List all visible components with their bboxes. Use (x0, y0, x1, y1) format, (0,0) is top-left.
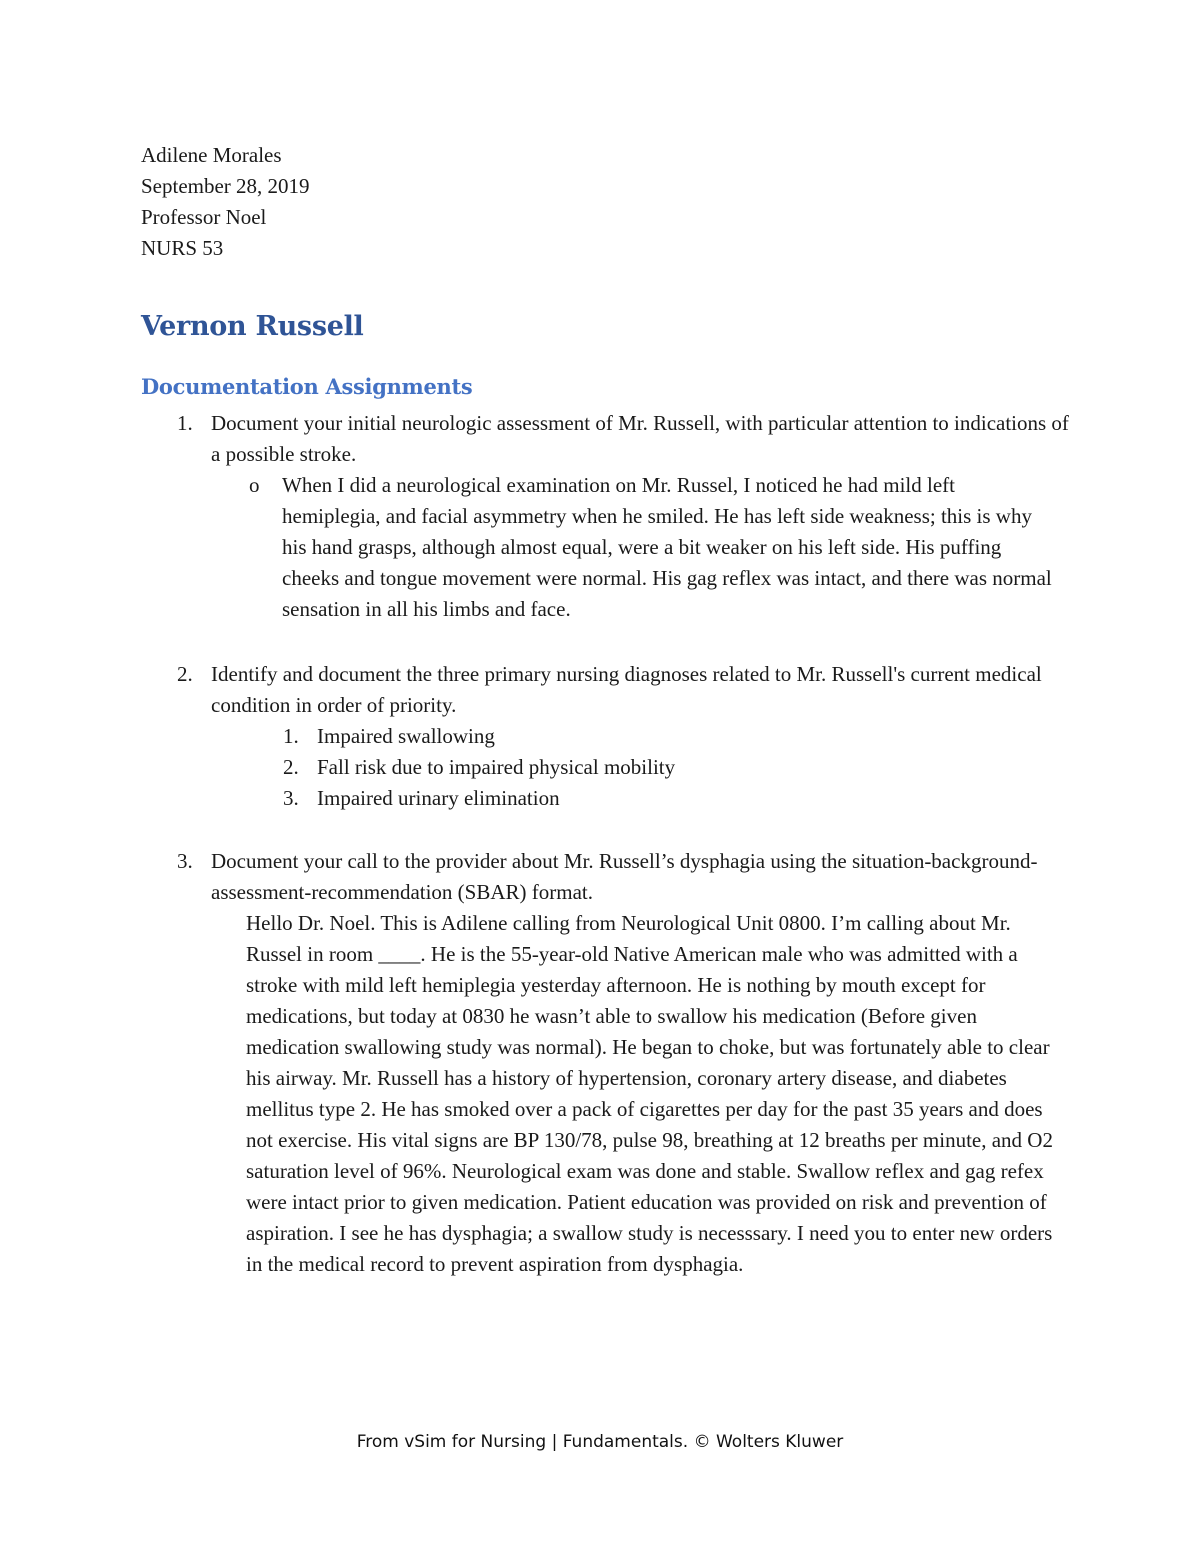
item-number: 1. (177, 411, 193, 435)
assignment-item-1 (141, 408, 1071, 625)
item-prompt: Document your call to the provider about Mr. Russell’s dysphagia using the situation-background-assessment-recommendation (SBAR) format. (211, 849, 1038, 904)
diagnosis-item (141, 752, 1071, 783)
diagnosis-text: Impaired swallowing (317, 724, 495, 748)
item-number: 2. (177, 662, 193, 686)
course-code: NURS 53 (141, 236, 224, 260)
sbar-answer: Hello Dr. Noel. This is Adilene calling from Neurological Unit 0800. I’m calling about Mr. Russel in room ____. He is the 55-year-old Native American male who was admitted with a stroke with mild left hemiplegia yesterday afternoon. He is nothing by mouth except for medications, but today at 0830 he wasn’t able to swallow his medication (Before given medication swallowing study was normal). He began to choke, but was fortunately able to clear his airway. Mr. Russell has a history of hypertension, coronary artery disease, and diabetes mellitus type 2. He has smoked over a pack of cigarettes per day for the past 35 years and does not exercise. His vital signs are BP 130/78, pulse 98, breathing at 12 breaths per minute, and O2 saturation level of 96%. Neurological exam was done and stable. Swallow reflex and gag refex were intact prior to given medication. Patient education was provided on risk and prevention of aspiration. I see he has dysphagia; a swallow study is necesssary. I need you to enter new orders in the medical record to prevent aspiration from dysphagia. (246, 911, 1053, 1276)
item-prompt: Document your initial neurologic assessment of Mr. Russell, with particular attention to indications of a possible stroke. (211, 411, 1069, 466)
assignment-date: September 28, 2019 (141, 174, 310, 198)
assessment-text: When I did a neurological examination on Mr. Russel, I noticed he had mild left hemiplegia, and facial asymmetry when he smiled. He has left side weakness; this is why his hand grasps, although almost equal, were a bit weaker on his left side. His puffing cheeks and tongue movement were normal. His gag reflex was intact, and there was normal sensation in all his limbs and face. (282, 473, 1052, 621)
diagnosis-number: 2. (283, 755, 299, 779)
section-heading: Documentation Assignments (141, 374, 473, 399)
page-footer: From vSim for Nursing | Fundamentals. © Wolters Kluwer (356, 1432, 844, 1452)
student-name: Adilene Morales (141, 143, 282, 167)
assignment-item-2 (141, 659, 1071, 814)
diagnosis-text: Fall risk due to impaired physical mobility (317, 755, 676, 779)
professor-name: Professor Noel (141, 205, 267, 229)
item-prompt: Identify and document the three primary nursing diagnoses related to Mr. Russell's current medical condition in order of priority. (211, 662, 1042, 717)
bullet-marker: o (249, 473, 260, 497)
item-number: 3. (177, 849, 193, 873)
diagnosis-list (141, 721, 1071, 814)
page-title: Vernon Russell (141, 311, 364, 342)
student-header (141, 140, 310, 264)
diagnosis-item (141, 783, 1071, 814)
assignment-item-3 (141, 846, 1071, 1280)
assessment-answer (249, 470, 1058, 625)
diagnosis-number: 1. (283, 724, 299, 748)
diagnosis-text: Impaired urinary elimination (317, 786, 560, 810)
diagnosis-item (141, 721, 1071, 752)
diagnosis-number: 3. (283, 786, 299, 810)
